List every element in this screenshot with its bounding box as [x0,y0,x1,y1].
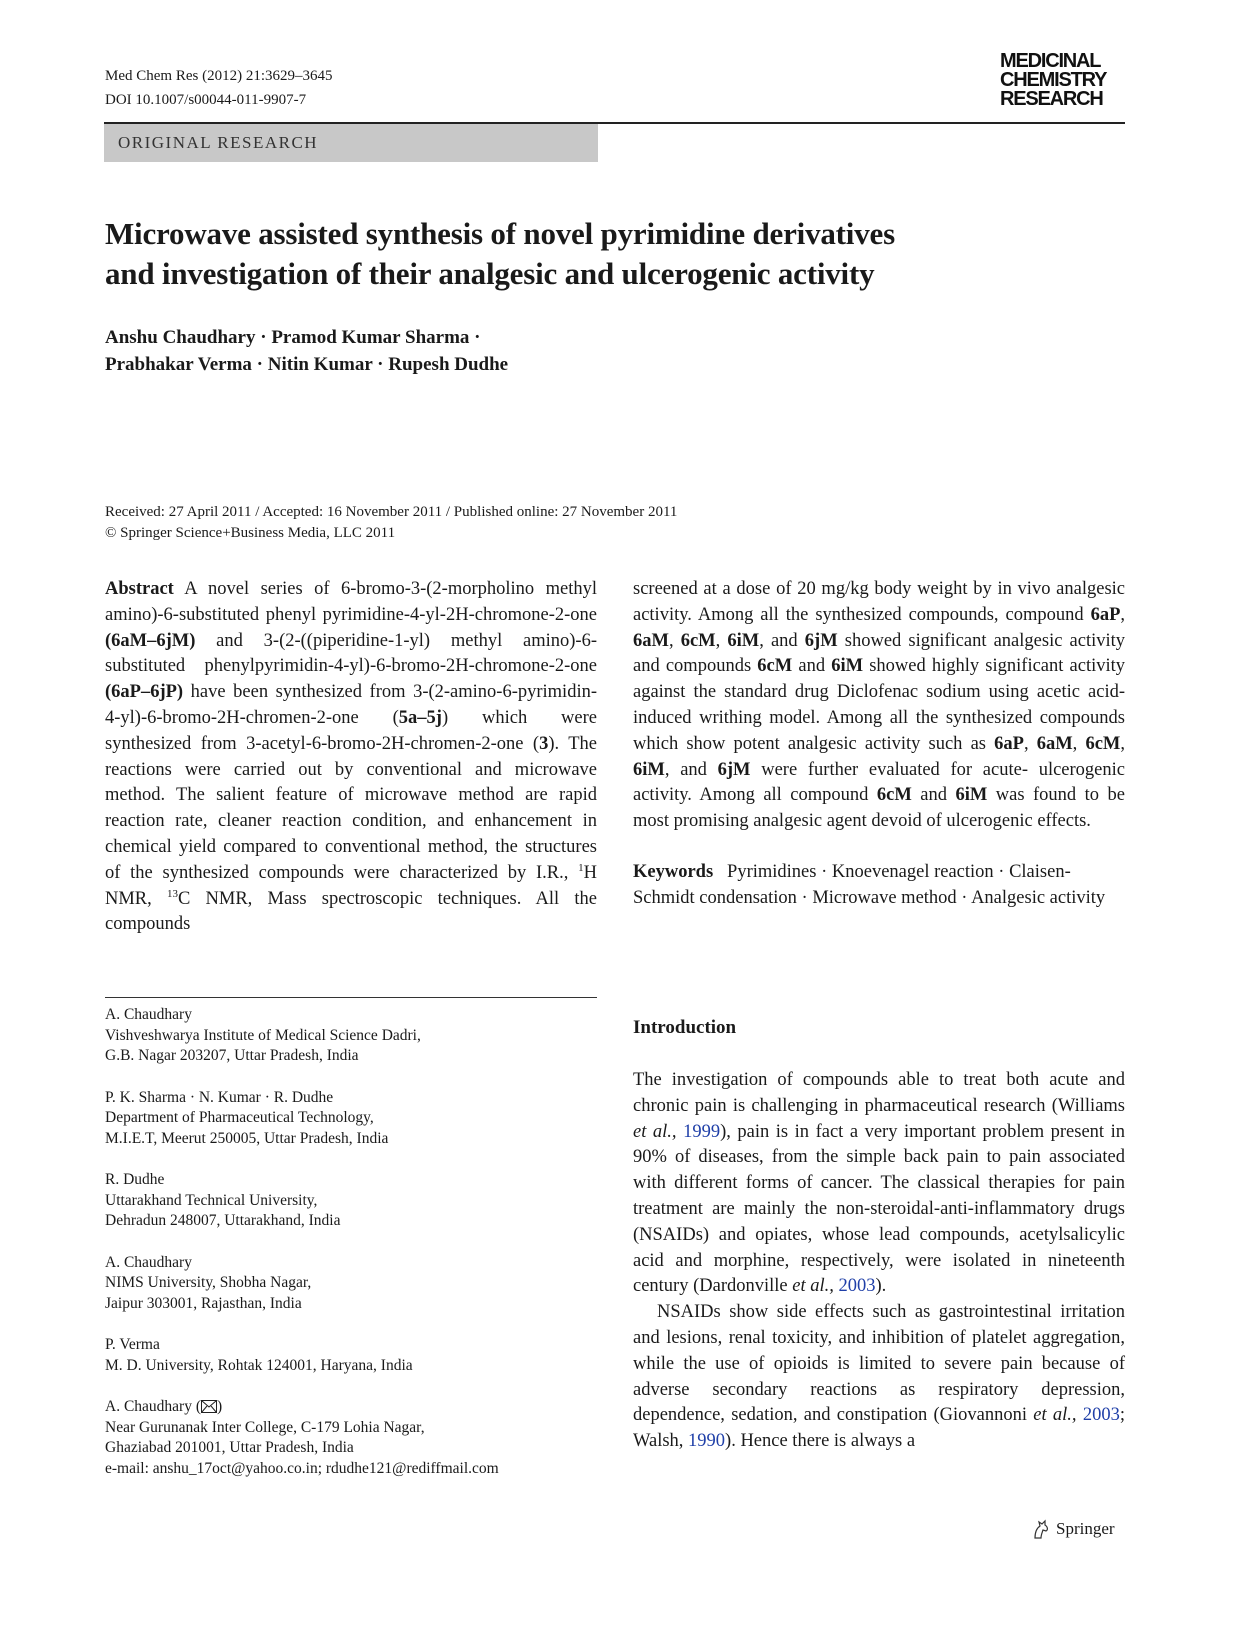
keywords-list: Pyrimidines · Knoevenagel reaction · Claisen-Schmidt condensation · Microwave method · Analgesic activity [633,861,1106,908]
doi: DOI 10.1007/s00044-011-9907-7 [105,92,307,108]
journal-logo [1000,52,1125,109]
email-line[interactable]: e-mail: anshu_17oct@yahoo.co.in; rdudhe121@rediffmail.com [105,1459,499,1477]
body-text: ), pain is in fact a very important problem present in 90% of diseases, from the simple back pain to pain associated with different forms of cancer. The classical therapies for pain treatment are mainly the non-steroidal-anti-inflammatory drugs (NSAIDs) and opiates, whose lead compounds, acetylsalicylic acid and morphine, respectively, were isolated in nineteenth century (Dardonville [633,1121,1125,1297]
corresponding-name [105,1397,597,1418]
citation-link[interactable]: 1999 [683,1121,721,1142]
affiliation [105,1335,597,1376]
corresponding-close: ) [217,1398,223,1415]
abstract-text: showed highly significant activity against the standard drug Diclofenac sodium using acetic acid-induced writhing model. Among all the synthesized compounds which show potent analgesic activity such as [633,656,1126,754]
body-text: NSAIDs show side effects such as gastrointestinal irritation and lesions, renal toxicity, and inhibition of platelet aggregation, while the use of opioids is limited to severe pain because of adverse secondary reactions as respiratory depression, dependence, sedation, and constipation (Giovannoni [633,1302,1125,1426]
introduction-heading: Introduction [633,1017,737,1038]
affiliation-line: M.I.E.T, Meerut 250005, Uttar Pradesh, India [105,1129,389,1147]
et-al: et al., [792,1276,834,1297]
separator: , [715,630,728,651]
abstract-continued [633,577,1125,835]
authors-line: Anshu Chaudhary · Pramod Kumar Sharma · [105,327,481,348]
affiliation-author: A. Chaudhary [105,1006,192,1023]
affiliation [105,1253,597,1315]
separator: , [1023,733,1037,754]
affiliation-author: P. K. Sharma · N. Kumar · R. Dudhe [105,1088,334,1106]
abstract-text: ). The reactions were carried out by conventional and microwave method. The salient feature of microwave method are rapid reaction rate, cleaner reaction condition, and enhancement in chemical yield compared to conventional method, the structures of the synthesized compounds were characterized by I.R., [105,733,597,883]
compound-ref: (6aM–6jM) [105,630,196,651]
compound-ref: (6aP–6jP) [105,682,184,703]
affiliation [105,1005,597,1067]
compound-ref: 6iM [727,630,760,651]
publisher-footer [1032,1519,1115,1539]
affiliation [105,1170,597,1232]
compound-ref: 3 [539,733,549,754]
journal-citation: Med Chem Res (2012) 21:3629–3645 [105,68,333,84]
affiliation-line: G.B. Nagar 203207, Uttar Pradesh, India [105,1047,359,1064]
separator: and [911,785,956,806]
compound-ref: 6cM [757,656,793,677]
superscript: 1 [578,861,584,874]
keywords-label: Keywords [633,861,714,882]
compound-ref: 6iM [633,759,665,780]
abstract-label: Abstract [105,579,174,599]
affiliation-line: Department of Pharmaceutical Technology, [105,1109,374,1126]
compound-ref: 6cM [1085,733,1121,754]
compound-ref: 6cM [680,630,716,651]
separator: , and [759,630,805,651]
compound-ref: 6aM [1036,733,1073,754]
abstract-text: screened at a dose of 20 mg/kg body weight by in vivo analgesic activity. Among all the synthesized compounds, compound [633,579,1125,625]
compound-ref: 6aP [994,733,1024,754]
title-line: Microwave assisted synthesis of novel pyrimidine derivatives [105,216,895,251]
separator: , [668,630,681,651]
body-text: ). [875,1276,887,1297]
affiliation-line: Jaipur 303001, Rajasthan, India [105,1294,302,1312]
compound-ref: 6iM [831,656,864,677]
affiliations [105,1005,597,1500]
corresponding-author [105,1397,597,1479]
title-line: and investigation of their analgesic and ulcerogenic activity [105,256,875,291]
paragraph [633,1300,1125,1455]
abstract-text: H NMR, [105,862,597,909]
affiliation-line: M. D. University, Rohtak 124001, Haryana, India [105,1356,413,1374]
abstract-left [105,577,597,938]
springer-horse-icon [1032,1519,1050,1539]
body-text: ; Walsh, [633,1405,1125,1452]
logo-line: RESEARCH [1000,88,1103,110]
logo-line: MEDICINAL [1000,50,1101,72]
abstract-text: were further evaluated for acute- ulcerogenic activity. Among all compound [633,759,1125,806]
abstract-text: showed significant analgesic activity and compounds [633,630,1126,677]
affiliation-divider [105,997,597,998]
et-al: et al., [1033,1405,1077,1426]
abstract-right [633,577,1125,912]
abstract-text: A novel series of 6-bromo-3-(2-morpholino methyl amino)-6-substituted phenyl pyrimidine-4-yl-2H-chromone-2-one [105,579,597,625]
history-dates: Received: 27 April 2011 / Accepted: 16 November 2011 / Published online: 27 November 2011 [105,504,678,520]
paragraph [633,1068,1125,1300]
separator: , and [664,759,718,780]
body-text: The investigation of compounds able to treat both acute and chronic pain is challenging in pharmaceutical research (Williams [633,1070,1125,1116]
citation-link[interactable]: 2003 [1082,1405,1120,1426]
compound-ref: 6aM [633,630,669,651]
journal-reference [105,64,332,112]
affiliation-author: R. Dudhe [105,1171,165,1188]
abstract-text: ) which were synthesized from 3-acetyl-6-bromo-2H-chromen-2-one ( [105,707,597,754]
corresponding-label: A. Chaudhary ( [105,1398,201,1415]
separator: , [1072,733,1086,754]
authors-line: Prabhakar Verma · Nitin Kumar · Rupesh Dudhe [105,354,509,375]
affiliation-line: Near Gurunanak Inter College, C-179 Lohia Nagar, [105,1418,425,1436]
separator: , [1120,604,1125,625]
et-al: et al., [633,1121,677,1142]
compound-ref: 6aP [1090,604,1121,625]
superscript: 13 [166,887,178,900]
logo-line: CHEMISTRY [1000,69,1107,91]
author-list [105,324,508,378]
affiliation-author: P. Verma [105,1336,160,1353]
affiliation-line: NIMS University, Shobha Nagar, [105,1274,312,1291]
affiliation-line: Uttarakhand Technical University, [105,1191,318,1209]
body-text: ). Hence there is always a [725,1431,916,1452]
affiliation-line: Dehradun 248007, Uttarakhand, India [105,1212,341,1229]
abstract-text: C NMR, Mass spectroscopic techniques. All the compounds [105,888,597,935]
compound-ref: 6iM [955,785,988,806]
keywords [633,860,1125,912]
affiliation-line: Vishveshwarya Institute of Medical Science Dadri, [105,1026,421,1044]
compound-ref: 6cM [876,785,912,806]
abstract-text: and 3-(2-((piperidine-1-yl) methyl amino)-6- substituted phenylpyrimidin-4-yl)-6-bromo-2H-chromone-2-one [105,630,597,677]
section-label: ORIGINAL RESEARCH [104,124,598,162]
separator: and [792,656,832,677]
introduction-body [633,1068,1125,1455]
compound-ref: 5a–5j [398,707,442,728]
affiliation-author: A. Chaudhary [105,1253,192,1271]
citation-link[interactable]: 1990 [688,1431,726,1452]
affiliation [105,1088,597,1150]
envelope-icon [201,1400,217,1413]
publisher-name: Springer [1056,1519,1115,1538]
affiliation-line: Ghaziabad 201001, Uttar Pradesh, India [105,1439,354,1456]
compound-ref: 6jM [804,630,838,651]
abstract-text: have been synthesized from 3-(2-amino-6-pyrimidin-4-yl)-6-bromo-2H-chromen-2-one ( [105,682,597,728]
compound-ref: 6jM [717,759,751,780]
publication-dates [105,502,677,544]
copyright: © Springer Science+Business Media, LLC 2011 [105,525,396,541]
abstract-text: was found to be most promising analgesic agent devoid of ulcerogenic effects. [633,785,1125,832]
citation-link[interactable]: 2003 [838,1276,876,1297]
article-title [105,214,1105,294]
separator: , [1120,733,1125,754]
